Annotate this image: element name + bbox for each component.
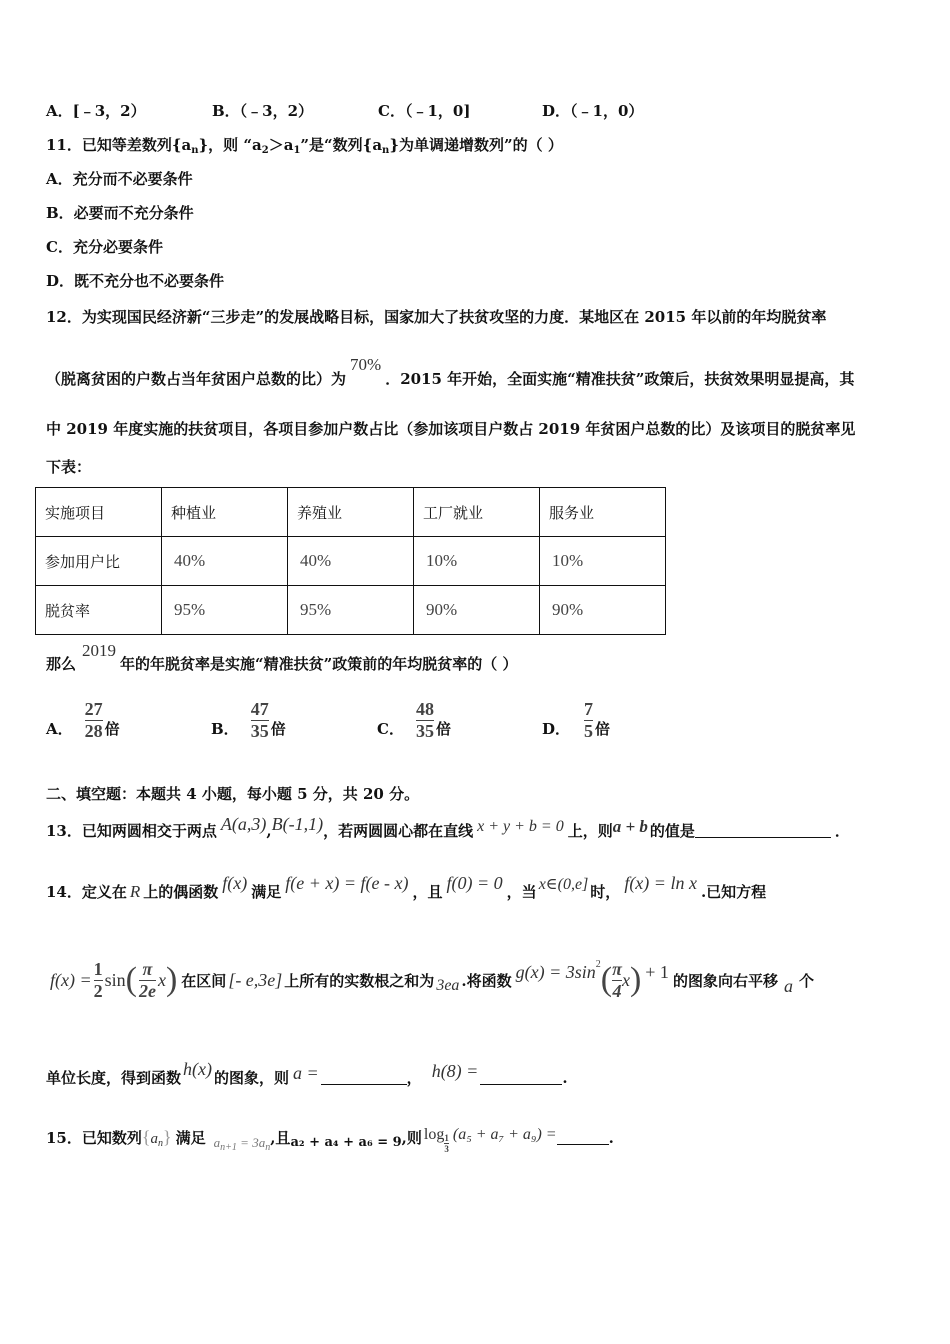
q13-stem: 13．已知两圆相交于两点 A(a,3),B(-1,1)，若两圆圆心都在直线 x + y + b = 0 上，则a + b 的值是 ． (46, 814, 850, 840)
fraction-denominator: 35 (250, 721, 269, 741)
section-2-heading: 二、填空题：本题共 4 小题，每小题 5 分，共 20 分。 (46, 785, 420, 803)
q11-stem: 11．已知等差数列$\{a_n\}$，则 “$a_2>a_1$”是“数列$\{a_n\}$为单调递增数列”的（ ） (46, 136, 563, 156)
table-header-row (36, 488, 666, 537)
fraction-numerator: 27 (84, 699, 103, 719)
q13-line-equation: x + y + b = 0 (477, 818, 564, 835)
table-cell: 10% (414, 537, 540, 586)
q11-option-d: D．既不充分也不必要条件 (46, 272, 225, 290)
q14-line-1: 14．定义在 R 上的偶函数 f(x) 满足 f(e + x) = f(e - x) ，且 f(0) = 0 ，当 x∈(0,e] 时， f(x) = ln x .已知方程 (46, 873, 767, 901)
q11-option-a: A．充分而不必要条件 (46, 170, 193, 188)
fraction-denominator: 5 (584, 721, 594, 741)
q14-answer-blank-a[interactable] (321, 1070, 407, 1085)
table-cell: 95% (288, 586, 414, 635)
q15-answer-blank[interactable] (557, 1130, 609, 1145)
q12-line-4: 下表： (46, 458, 92, 476)
fraction-numerator: 47 (250, 699, 269, 719)
table-cell: 90% (414, 586, 540, 635)
q14-answer-blank-h8[interactable] (480, 1070, 562, 1085)
table-cell: 40% (162, 537, 288, 586)
fraction-denominator: 35 (415, 721, 434, 741)
q10-option-b: B．（﹣3，2） (212, 102, 314, 120)
table-cell: 工厂就业 (414, 488, 540, 537)
table-row (36, 586, 666, 635)
q14-line-2: f(x) = $\frac{1}{2}$ sin ( $\frac{\pi}{2e}$ x ) 在区间 [- e,3e] 上所有的实数根之和为 3ea .将函数 g(x) = 3sin 2 ( $\frac{\pi}{4}$ x ) + 1 的图象向右平移 a 个 (50, 958, 814, 1001)
table-cell: 实施项目 (36, 488, 162, 537)
q11-option-b: B．必要而不充分条件 (46, 204, 194, 222)
q13-answer-blank[interactable] (695, 823, 831, 838)
q12-question: 那么2019年的年脱贫率是实施“精准扶贫”政策前的年均脱贫率的（ ） (46, 641, 518, 673)
q12-option-c: C． $\frac{48}{35}$ 倍 (377, 699, 451, 741)
table-cell: 40% (288, 537, 414, 586)
q12-line-2: （脱离贫困的户数占当年贫困户总数的比）为70%．2015 年开始，全面实施“精准扶贫”政策后，扶贫效果明显提高，其 (46, 355, 855, 388)
table-cell: 养殖业 (288, 488, 414, 537)
q10-option-a: A．[﹣3，2） (46, 102, 146, 120)
fraction-denominator: 28 (84, 721, 103, 741)
q12-option-b: B． $\frac{47}{35}$ 倍 (211, 699, 286, 741)
fraction-numerator: 48 (415, 699, 434, 719)
q10-option-c: C．（﹣1，0] (378, 102, 471, 120)
table-cell: 95% (162, 586, 288, 635)
table-cell: 90% (540, 586, 666, 635)
table-cell: 脱贫率 (36, 586, 162, 635)
q12-line-3: 中 2019 年度实施的扶贫项目，各项目参加户数占比（参加该项目户数占 2019 年贫困户总数的比）及该项目的脱贫率见 (46, 420, 856, 438)
q12-option-a: A． $\frac{27}{28}$ 倍 (46, 699, 120, 741)
q14-line-3: 单位长度，得到函数 h(x) 的图象，则 a = ， h(8) = . (46, 1059, 568, 1087)
table-cell: 服务业 (540, 488, 666, 537)
q12-option-d: D． $\frac{7}{5}$ 倍 (542, 699, 611, 741)
q15-stem: 15．已知数列$\{a_n\}$ 满足 $a_{n+1} = 3a_n$,且a₂ + a₄ + a₆ = 9,则 log $\frac{1}{3}$ (a₅ + a₇ + a₉) = . (46, 1126, 614, 1154)
q12-line-1: 12．为实现国民经济新“三步走”的发展战略目标，国家加大了扶贫攻坚的力度．某地区在 2015 年以前的年均脱贫率 (46, 308, 827, 326)
table-row (36, 537, 666, 586)
table-cell: 10% (540, 537, 666, 586)
table-cell: 种植业 (162, 488, 288, 537)
table-cell: 参加用户比 (36, 537, 162, 586)
q10-option-d: D．（﹣1，0） (542, 102, 644, 120)
fraction-numerator: 7 (584, 699, 594, 719)
q11-option-c: C．充分必要条件 (46, 238, 163, 256)
poverty-table (35, 487, 666, 635)
q13-point-a: A(a,3) (220, 814, 267, 834)
q12-rate: 70% (350, 355, 382, 374)
q12-year: 2019 (82, 641, 117, 660)
q13-expression: a + b (612, 817, 648, 836)
q13-point-b: B(-1,1) (271, 814, 324, 834)
